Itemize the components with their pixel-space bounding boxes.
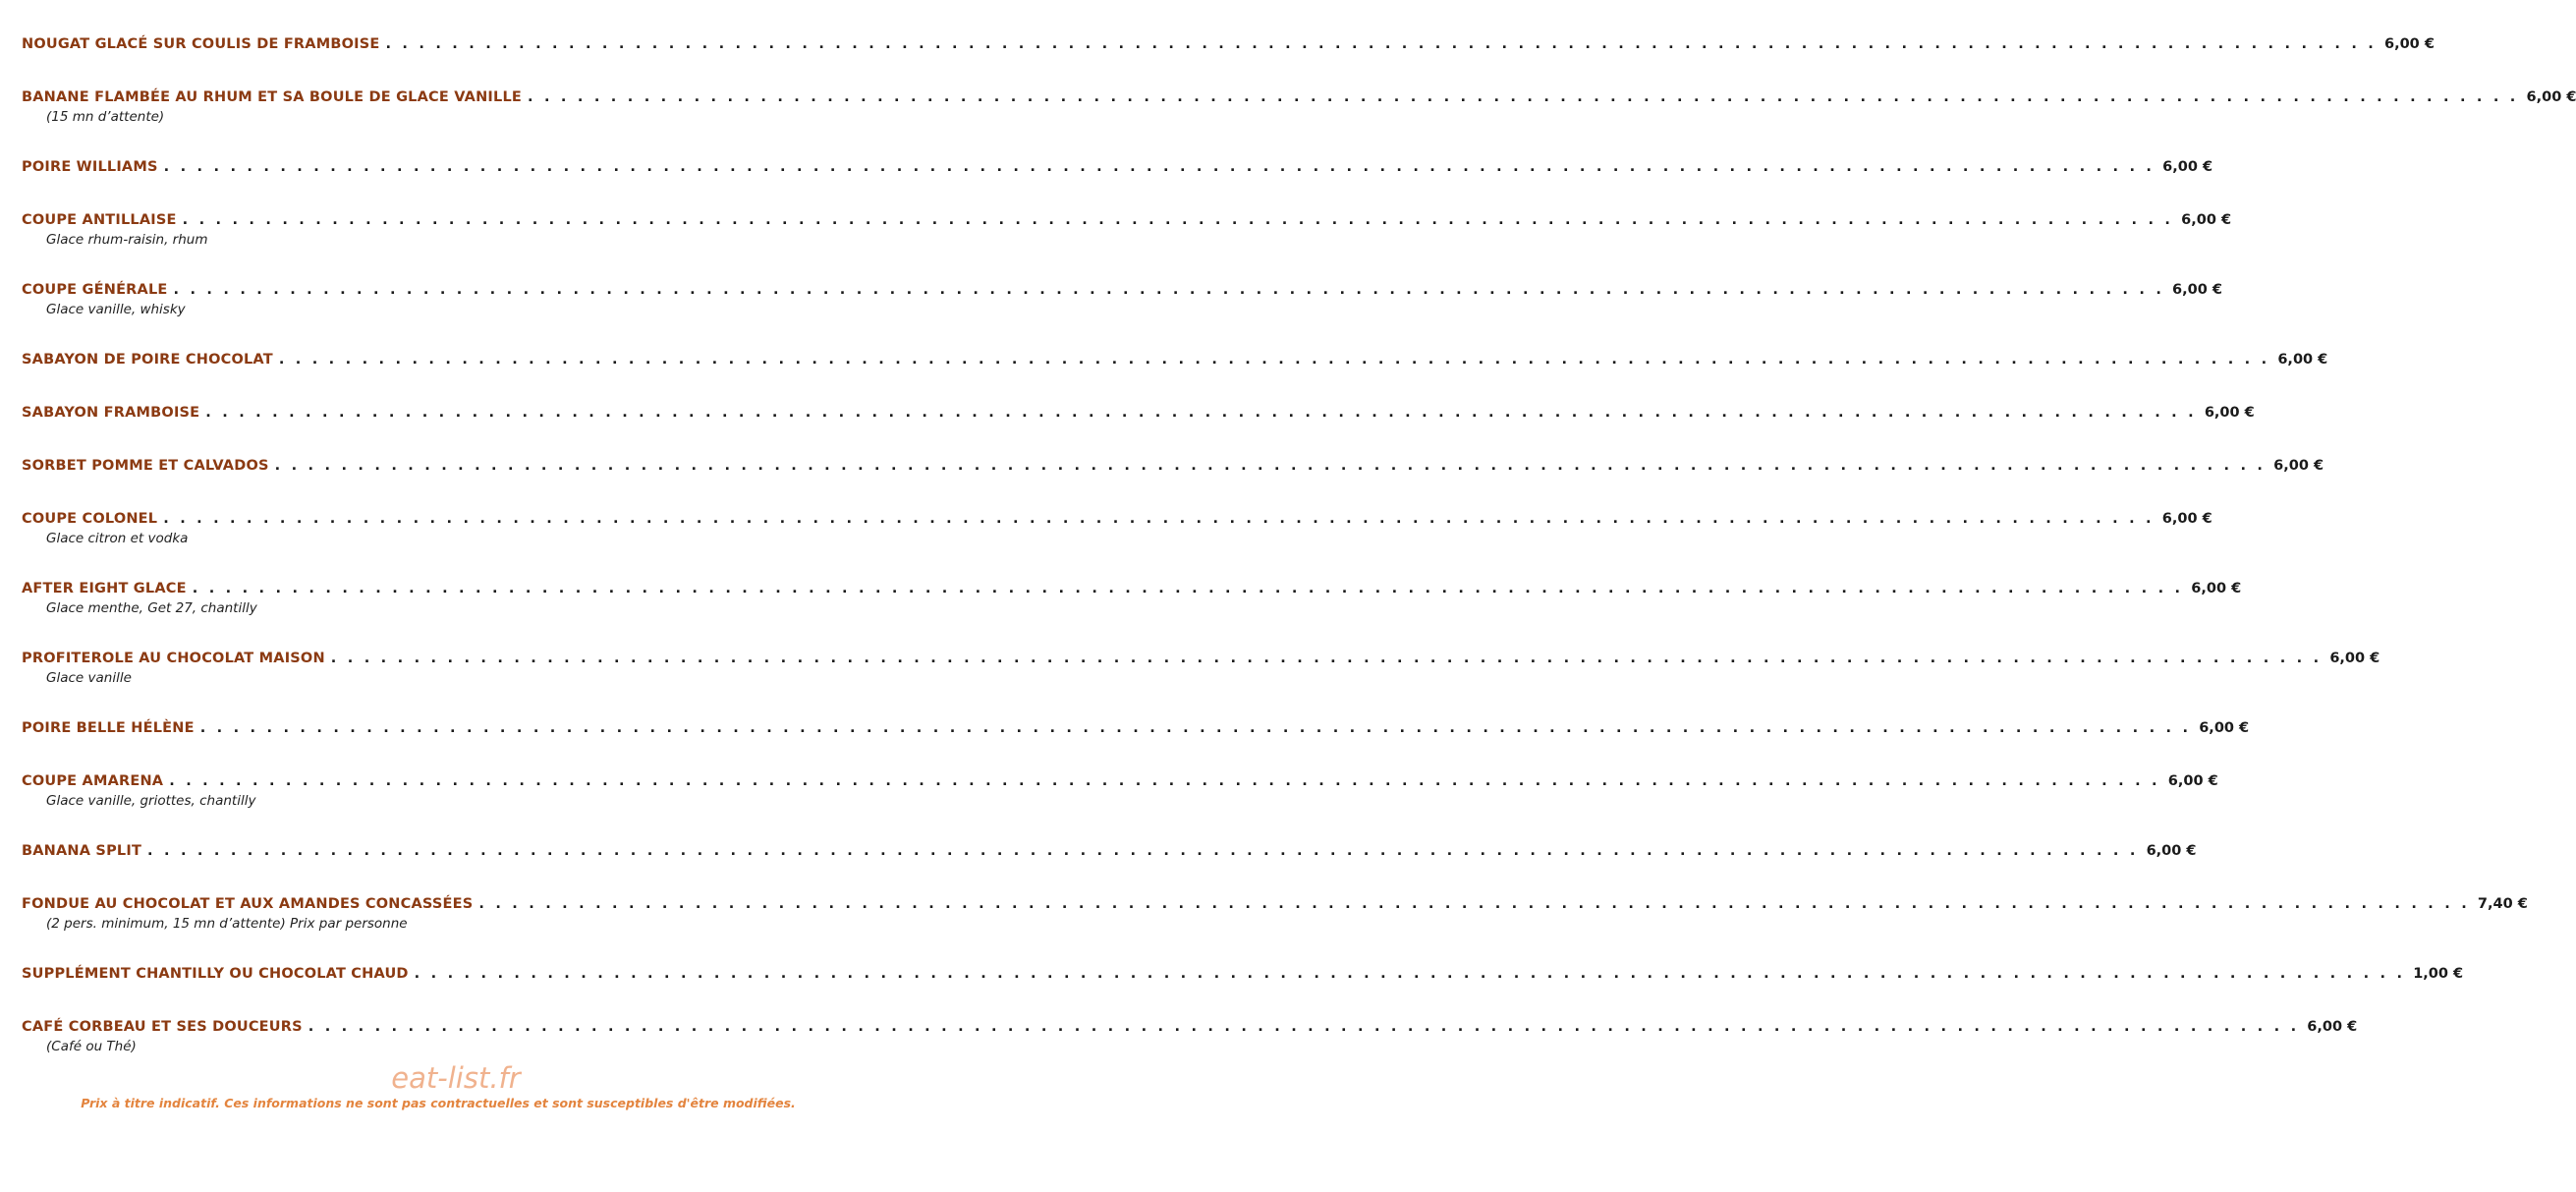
menu-item-price: 6,00 € [2277, 352, 2328, 368]
menu-item [22, 212, 2232, 249]
menu-item-name: POIRE BELLE HÉLÈNE [22, 720, 195, 736]
dot-leader: . . . . . . . . . . . . . . . . . . . . . . . . . . . . . . . . . . . . . . . . . . . . . . . . . . . . . . . . . . . . . . . . . . . . . . . . . . . . . . . . . . . . . . . . . . . . . . . . . . . . . . . . . . . . . . . . . . . . . . . . [163, 159, 2156, 175]
menu-item-description: Glace citron et vodka [46, 531, 189, 546]
dot-leader: . . . . . . . . . . . . . . . . . . . . . . . . . . . . . . . . . . . . . . . . . . . . . . . . . . . . . . . . . . . . . . . . . . . . . . . . . . . . . . . . . . . . . . . . . . . . . . . . . . . . . . . . . . . . . . . . . . . . . . . . [274, 458, 2267, 474]
menu-item-description: (2 pers. minimum, 15 mn d’attente) Prix par personne [46, 916, 408, 932]
menu-item [22, 352, 2328, 371]
menu-item-price: 6,00 € [2172, 282, 2222, 298]
menu-item [22, 36, 2435, 56]
dot-leader: . . . . . . . . . . . . . . . . . . . . . . . . . . . . . . . . . . . . . . . . . . . . . . . . . . . . . . . . . . . . . . . . . . . . . . . . . . . . . . . . . . . . . . . . . . . . . . . . . . . . . . . . . . . . . . . . . . . . . . . . [308, 1019, 2300, 1035]
menu-item-row [22, 405, 2255, 425]
menu-item [22, 581, 2242, 617]
menu-item-description: Glace rhum-raisin, rhum [46, 232, 208, 248]
menu-item-row [22, 36, 2435, 56]
menu-item-description: Glace vanille, whisky [46, 302, 186, 317]
menu-item-name: POIRE WILLIAMS [22, 159, 158, 175]
menu-item-price: 6,00 € [2191, 581, 2242, 596]
menu-item-row [22, 282, 2222, 302]
menu-item-row [22, 458, 2324, 478]
dot-leader: . . . . . . . . . . . . . . . . . . . . . . . . . . . . . . . . . . . . . . . . . . . . . . . . . . . . . . . . . . . . . . . . . . . . . . . . . . . . . . . . . . . . . . . . . . . . . . . . . . . . . . . . . . . . . . . . . . . . . . . . [278, 352, 2270, 368]
menu-item-name: PROFITEROLE AU CHOCOLAT MAISON [22, 651, 325, 666]
menu-item-row [22, 1019, 2358, 1039]
menu-item-name: SABAYON DE POIRE CHOCOLAT [22, 352, 273, 368]
dot-leader: . . . . . . . . . . . . . . . . . . . . . . . . . . . . . . . . . . . . . . . . . . . . . . . . . . . . . . . . . . . . . . . . . . . . . . . . . . . . . . . . . . . . . . . . . . . . . . . . . . . . . . . . . . . . . . . . . . . . . . . . [199, 720, 2192, 736]
menu-item-price: 6,00 € [2204, 405, 2255, 421]
menu-item [22, 1019, 2358, 1055]
menu-item-row [22, 651, 2380, 670]
dot-leader: . . . . . . . . . . . . . . . . . . . . . . . . . . . . . . . . . . . . . . . . . . . . . . . . . . . . . . . . . . . . . . . . . . . . . . . . . . . . . . . . . . . . . . . . . . . . . . . . . . . . . . . . . . . . . . . . . . . . . . . . [173, 282, 2165, 298]
menu-item-price: 7,40 € [2477, 896, 2528, 912]
menu-item-price: 6,00 € [2329, 651, 2380, 666]
dot-leader: . . . . . . . . . . . . . . . . . . . . . . . . . . . . . . . . . . . . . . . . . . . . . . . . . . . . . . . . . . . . . . . . . . . . . . . . . . . . . . . . . . . . . . . . . . . . . . . . . . . . . . . . . . . . . . . . . . . . . . . . [163, 511, 2155, 527]
menu-item [22, 651, 2380, 687]
menu-item [22, 405, 2255, 425]
menu-item [22, 458, 2324, 478]
menu-item-description: Glace vanille, griottes, chantilly [46, 793, 256, 809]
watermark: eat-list.fr [391, 1061, 521, 1095]
dot-leader: . . . . . . . . . . . . . . . . . . . . . . . . . . . . . . . . . . . . . . . . . . . . . . . . . . . . . . . . . . . . . . . . . . . . . . . . . . . . . . . . . . . . . . . . . . . . . . . . . . . . . . . . . . . . . . . . . . . . . . . . [192, 581, 2184, 596]
menu-item-name: COUPE ANTILLAISE [22, 212, 177, 228]
menu-item-name: BANANE FLAMBÉE AU RHUM ET SA BOULE DE GLACE VANILLE [22, 89, 522, 105]
menu-item-name: CAFÉ CORBEAU ET SES DOUCEURS [22, 1019, 303, 1035]
menu-item-row [22, 212, 2232, 232]
menu-item-price: 6,00 € [2161, 511, 2212, 527]
menu-item-price: 1,00 € [2413, 966, 2464, 982]
dot-leader: . . . . . . . . . . . . . . . . . . . . . . . . . . . . . . . . . . . . . . . . . . . . . . . . . . . . . . . . . . . . . . . . . . . . . . . . . . . . . . . . . . . . . . . . . . . . . . . . . . . . . . . . . . . . . . . . . . . . . . . . [528, 89, 2519, 105]
menu-item [22, 966, 2464, 986]
menu-item [22, 720, 2250, 740]
menu-item-description: (15 mn d’attente) [46, 109, 165, 125]
menu-item [22, 511, 2212, 547]
dot-leader: . . . . . . . . . . . . . . . . . . . . . . . . . . . . . . . . . . . . . . . . . . . . . . . . . . . . . . . . . . . . . . . . . . . . . . . . . . . . . . . . . . . . . . . . . . . . . . . . . . . . . . . . . . . . . . . . . . . . . . . . [414, 966, 2406, 982]
dot-leader: . . . . . . . . . . . . . . . . . . . . . . . . . . . . . . . . . . . . . . . . . . . . . . . . . . . . . . . . . . . . . . . . . . . . . . . . . . . . . . . . . . . . . . . . . . . . . . . . . . . . . . . . . . . . . . . . . . . . . . . . [169, 773, 2160, 789]
menu-item-row [22, 966, 2464, 986]
menu-item-name: FONDUE AU CHOCOLAT ET AUX AMANDES CONCASSÉES [22, 896, 474, 912]
menu-item [22, 896, 2528, 933]
menu-item-row [22, 159, 2213, 179]
dot-leader: . . . . . . . . . . . . . . . . . . . . . . . . . . . . . . . . . . . . . . . . . . . . . . . . . . . . . . . . . . . . . . . . . . . . . . . . . . . . . . . . . . . . . . . . . . . . . . . . . . . . . . . . . . . . . . . . . . . . . . . . [330, 651, 2323, 666]
menu-item-price: 6,00 € [2199, 720, 2250, 736]
menu-item-price: 6,00 € [2384, 36, 2435, 52]
menu-item [22, 773, 2218, 810]
menu-item-row [22, 352, 2328, 371]
menu-item-price: 6,00 € [2162, 159, 2213, 175]
menu-item-name: COUPE GÉNÉRALE [22, 282, 168, 298]
menu-item [22, 282, 2222, 318]
menu-item-row [22, 511, 2212, 531]
dot-leader: . . . . . . . . . . . . . . . . . . . . . . . . . . . . . . . . . . . . . . . . . . . . . . . . . . . . . . . . . . . . . . . . . . . . . . . . . . . . . . . . . . . . . . . . . . . . . . . . . . . . . . . . . . . . . . . . . . . . . . . . [147, 843, 2139, 859]
menu-item-description: Glace menthe, Get 27, chantilly [46, 600, 257, 616]
menu-item-name: SABAYON FRAMBOISE [22, 405, 200, 421]
dot-leader: . . . . . . . . . . . . . . . . . . . . . . . . . . . . . . . . . . . . . . . . . . . . . . . . . . . . . . . . . . . . . . . . . . . . . . . . . . . . . . . . . . . . . . . . . . . . . . . . . . . . . . . . . . . . . . . . . . . . . . . . [385, 36, 2377, 52]
menu-item [22, 89, 2576, 126]
menu-item-name: SUPPLÉMENT CHANTILLY OU CHOCOLAT CHAUD [22, 966, 409, 982]
menu-item [22, 159, 2213, 179]
menu-item-price: 6,00 € [2273, 458, 2324, 474]
menu-item-price: 6,00 € [2146, 843, 2197, 859]
menu-item-row [22, 773, 2218, 793]
menu-item-name: COUPE AMARENA [22, 773, 164, 789]
menu-item-description: (Café ou Thé) [46, 1039, 137, 1054]
price-disclaimer: Prix à titre indicatif. Ces informations ne sont pas contractuelles et sont susceptibles d'être modifiées. [81, 1096, 796, 1110]
menu-item-row [22, 896, 2528, 916]
menu-item-name: SORBET POMME ET CALVADOS [22, 458, 269, 474]
menu-item-price: 6,00 € [2167, 773, 2218, 789]
dot-leader: . . . . . . . . . . . . . . . . . . . . . . . . . . . . . . . . . . . . . . . . . . . . . . . . . . . . . . . . . . . . . . . . . . . . . . . . . . . . . . . . . . . . . . . . . . . . . . . . . . . . . . . . . . . . . . . . . . . . . . . . [205, 405, 2197, 421]
menu-item-row [22, 581, 2242, 600]
menu-item-price: 6,00 € [2307, 1019, 2358, 1035]
menu-item-row [22, 89, 2576, 109]
menu-item-name: COUPE COLONEL [22, 511, 158, 527]
dot-leader: . . . . . . . . . . . . . . . . . . . . . . . . . . . . . . . . . . . . . . . . . . . . . . . . . . . . . . . . . . . . . . . . . . . . . . . . . . . . . . . . . . . . . . . . . . . . . . . . . . . . . . . . . . . . . . . . . . . . . . . . [478, 896, 2470, 912]
menu-item-price: 6,00 € [2526, 89, 2576, 105]
menu-item-name: NOUGAT GLACÉ SUR COULIS DE FRAMBOISE [22, 36, 380, 52]
menu-item-row [22, 843, 2197, 863]
menu-item [22, 843, 2197, 863]
menu-item-price: 6,00 € [2181, 212, 2232, 228]
menu-item-description: Glace vanille [46, 670, 132, 686]
dot-leader: . . . . . . . . . . . . . . . . . . . . . . . . . . . . . . . . . . . . . . . . . . . . . . . . . . . . . . . . . . . . . . . . . . . . . . . . . . . . . . . . . . . . . . . . . . . . . . . . . . . . . . . . . . . . . . . . . . . . . . . . [182, 212, 2174, 228]
menu-item-name: AFTER EIGHT GLACE [22, 581, 187, 596]
menu-item-row [22, 720, 2250, 740]
menu-item-name: BANANA SPLIT [22, 843, 142, 859]
